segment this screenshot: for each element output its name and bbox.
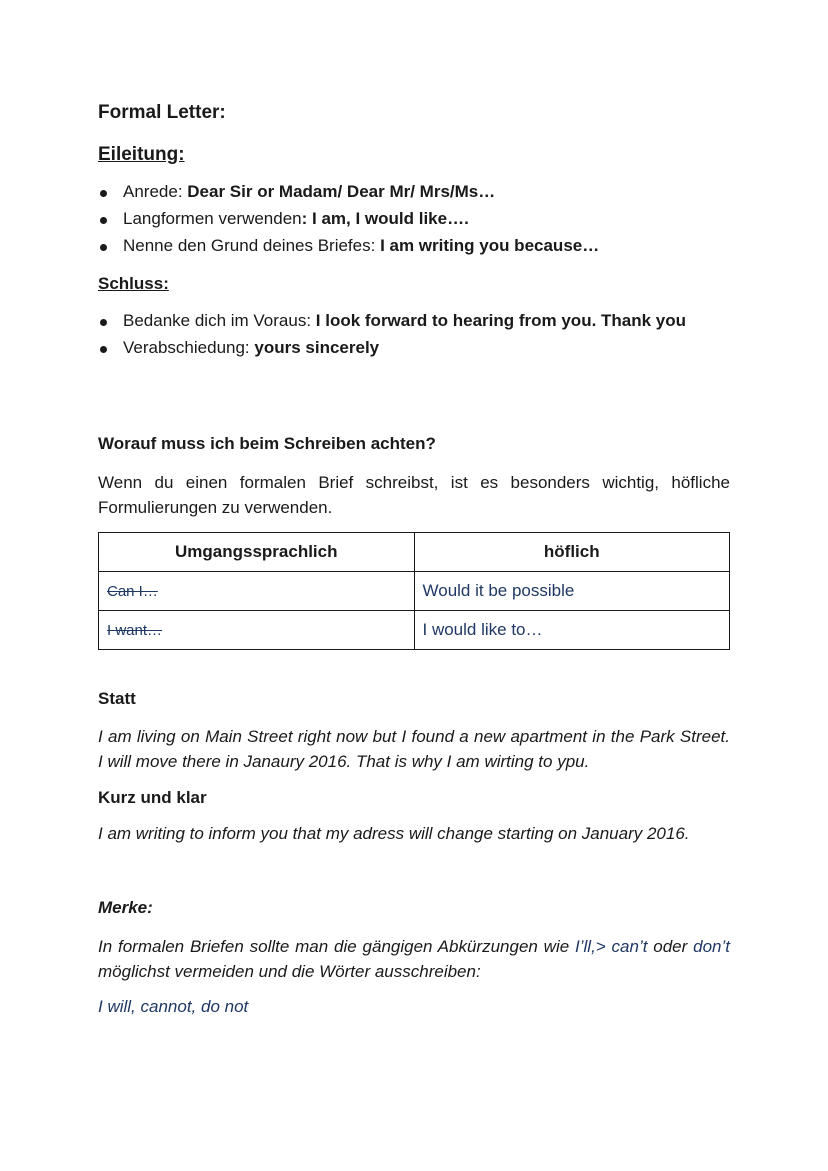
polite-phrase: Would it be possible <box>414 572 730 611</box>
item-label: Bedanke dich im Voraus: <box>123 311 316 330</box>
bullet-icon <box>100 319 107 326</box>
statt-example: I am living on Main Street right now but I found a new apartment in the Park Street. I will move there in Janaury 2016. That is why I am wirting to ypu. <box>98 727 730 771</box>
einleitung-heading: Eileitung: <box>98 144 185 165</box>
page-title: Formal Letter: <box>98 102 226 123</box>
table-row <box>99 572 730 611</box>
informal-phrase: Can I… <box>99 572 415 611</box>
item-phrase: Dear Sir or Madam/ Dear Mr/ Mrs/Ms… <box>187 182 496 201</box>
section-heading: Worauf muss ich beim Schreiben achten? <box>98 434 436 453</box>
item-label: Langformen verwenden <box>123 209 302 228</box>
item-label: Anrede: <box>123 182 188 201</box>
intro-paragraph: Wenn du einen formalen Brief schreibst, ist es besonders wichtig, höfliche Formulierungen zu verwenden. <box>98 473 730 517</box>
bullet-icon <box>100 244 107 251</box>
item-phrase: yours sincerely <box>254 338 380 357</box>
item-label: Nenne den Grund deines Briefes: <box>123 236 381 255</box>
table-header-row <box>99 533 730 572</box>
polite-phrase: I would like to… <box>414 611 730 650</box>
kurz-example: I am writing to inform you that my adress will change starting on January 2016. <box>98 824 690 843</box>
comparison-table <box>98 532 730 650</box>
merke-text: oder <box>647 937 688 956</box>
merke-text: In formalen Briefen sollte man die gängigen Abkürzungen wie <box>98 937 576 956</box>
merke-example: I will, cannot, do not <box>98 997 249 1016</box>
table-row <box>99 611 730 650</box>
merke-heading: Merke: <box>98 898 153 917</box>
schluss-heading: Schluss: <box>98 274 169 293</box>
column-header: höflich <box>414 533 730 572</box>
merke-abbreviations: I’ll,> can’t <box>575 937 648 956</box>
column-header: Umgangssprachlich <box>99 533 415 572</box>
statt-heading: Statt <box>98 689 136 708</box>
item-phrase: : I am, I would like…. <box>301 209 469 228</box>
merke-paragraph <box>98 934 730 984</box>
bullet-icon <box>100 346 107 353</box>
item-label: Verabschiedung: <box>123 338 255 357</box>
item-phrase: I look forward to hearing from you. Thank you <box>315 311 687 330</box>
informal-phrase: I want… <box>99 611 415 650</box>
kurz-heading: Kurz und klar <box>98 788 207 807</box>
merke-text: möglichst vermeiden und die Wörter ausschreiben: <box>98 962 481 981</box>
merke-abbreviation: don’t <box>693 937 730 956</box>
bullet-icon <box>100 190 107 197</box>
item-phrase: I am writing you because… <box>380 236 600 255</box>
bullet-icon <box>100 217 107 224</box>
